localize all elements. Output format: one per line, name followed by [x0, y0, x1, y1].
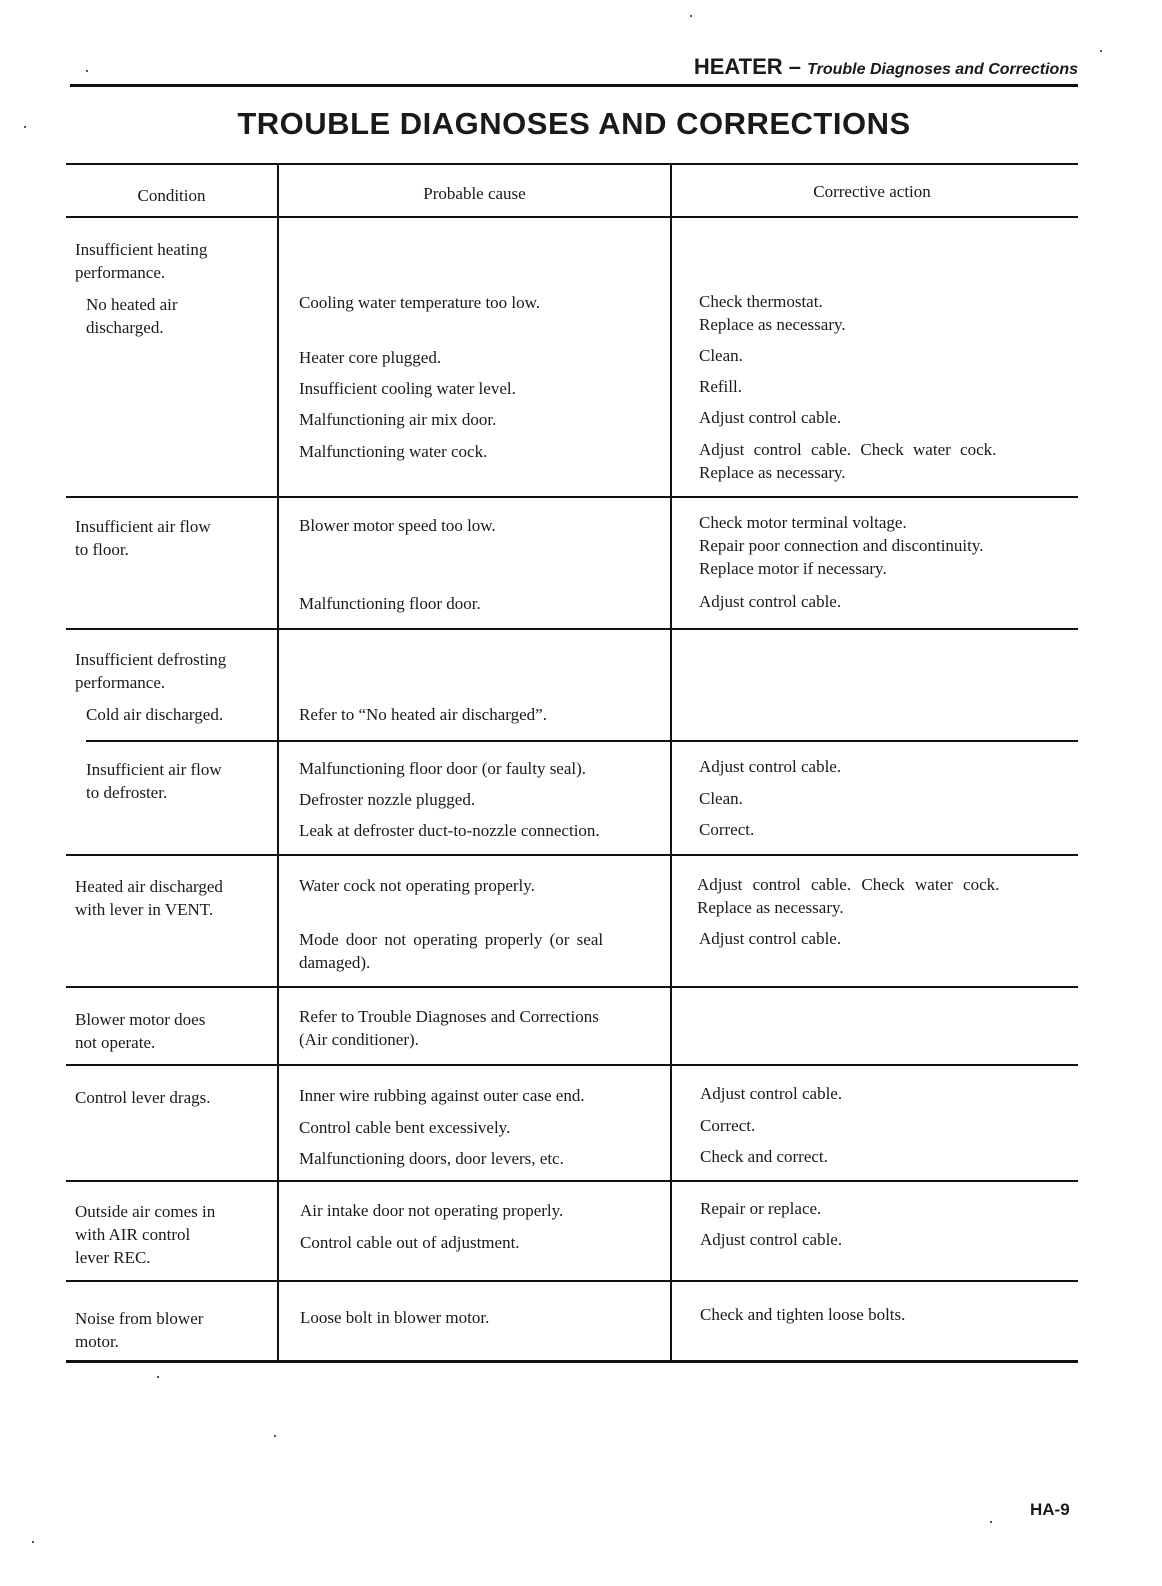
action-text: Adjust control cable. Check water cock. Replace as necessary. [699, 440, 997, 482]
row-divider [66, 1280, 1078, 1282]
scan-speck [1100, 50, 1102, 52]
column-divider [670, 165, 672, 1362]
cause-text: Control cable out of adjustment. [300, 1233, 520, 1252]
header-bottom-rule [66, 216, 1078, 218]
cause-text: Malfunctioning doors, door levers, etc. [299, 1149, 564, 1168]
cause-text: Malfunctioning floor door (or faulty seal). [299, 759, 587, 778]
scan-speck [274, 1435, 276, 1437]
condition-text: Insufficient air flow to floor. [75, 517, 211, 559]
cause-text: Inner wire rubbing against outer case end. [299, 1086, 585, 1105]
condition-text: Insufficient air flow to defroster. [86, 760, 222, 802]
action-text: Check thermostat. Replace as necessary. [699, 292, 846, 334]
column-header-condition: Condition [137, 186, 206, 205]
cause-text: Defroster nozzle plugged. [299, 790, 476, 809]
scan-speck [157, 1376, 159, 1378]
section-subtitle: Trouble Diagnoses and Corrections [807, 61, 1078, 78]
row-divider [66, 628, 1078, 630]
cause-text: Blower motor speed too low. [299, 516, 496, 535]
header-rule [70, 84, 1078, 87]
cause-text: Leak at defroster duct-to-nozzle connection. [299, 821, 600, 840]
column-header-action: Corrective action [813, 182, 931, 201]
action-text: Refill. [699, 377, 742, 396]
sub-condition-text: No heated air discharged. [86, 295, 178, 337]
cause-text: Cooling water temperature too low. [299, 293, 541, 312]
condition-text: Control lever drags. [75, 1088, 211, 1107]
cause-text: Mode door not operating properly (or seal damaged). [299, 930, 604, 972]
action-text: Correct. [700, 1116, 756, 1135]
action-text: Adjust control cable. [699, 592, 842, 611]
cause-text: Refer to “No heated air discharged”. [299, 705, 547, 724]
cause-text: Control cable bent excessively. [299, 1118, 511, 1137]
condition-text: Insufficient defrosting performance. [75, 650, 227, 692]
action-text: Correct. [699, 820, 755, 839]
condition-text: Heated air discharged with lever in VENT. [75, 877, 223, 919]
condition-text: Noise from blower motor. [75, 1309, 204, 1351]
action-text: Adjust control cable. [699, 757, 842, 776]
scan-speck [24, 126, 26, 128]
header-separator: – [782, 54, 808, 79]
section-header [600, 54, 1078, 80]
scan-speck [32, 1541, 34, 1543]
condition-text: Outside air comes in with AIR control lever REC. [75, 1202, 216, 1267]
scan-speck [86, 70, 88, 72]
cause-text: Refer to Trouble Diagnoses and Corrections (Air conditioner). [299, 1007, 599, 1049]
action-text: Clean. [699, 346, 743, 365]
action-text: Adjust control cable. [700, 1230, 843, 1249]
action-text: Repair or replace. [700, 1199, 822, 1218]
cause-text: Malfunctioning floor door. [299, 594, 481, 613]
condition-text: Insufficient heating performance. [75, 240, 208, 282]
action-text: Check and correct. [700, 1147, 828, 1166]
table-bottom-rule [66, 1360, 1078, 1363]
scan-speck [990, 1521, 992, 1523]
action-text: Adjust control cable. [699, 929, 842, 948]
cause-text: Water cock not operating properly. [299, 876, 535, 895]
cause-text: Insufficient cooling water level. [299, 379, 516, 398]
section-name: HEATER [693, 54, 783, 79]
cause-text: Malfunctioning air mix door. [299, 410, 497, 429]
row-divider [66, 986, 1078, 988]
action-text: Adjust control cable. [700, 1084, 843, 1103]
page-number: HA-9 [1030, 1500, 1070, 1519]
column-divider [277, 165, 279, 1362]
cause-text: Heater core plugged. [299, 348, 442, 367]
row-divider [86, 740, 1078, 742]
action-text: Check and tighten loose bolts. [700, 1305, 906, 1324]
page-title: TROUBLE DIAGNOSES AND CORRECTIONS [237, 106, 911, 141]
scan-speck [690, 15, 692, 17]
sub-condition-text: Cold air discharged. [86, 705, 224, 724]
action-text: Adjust control cable. [699, 408, 842, 427]
action-text: Adjust control cable. Check water cock. Replace as necessary. [697, 875, 1000, 917]
row-divider [66, 496, 1078, 498]
table-top-rule [66, 163, 1078, 165]
action-text: Check motor terminal voltage. Repair poor connection and discontinuity. Replace motor if necessary. [699, 513, 984, 578]
row-divider [66, 1180, 1078, 1182]
row-divider [66, 854, 1078, 856]
cause-text: Loose bolt in blower motor. [300, 1308, 490, 1327]
action-text: Clean. [699, 789, 743, 808]
cause-text: Air intake door not operating properly. [300, 1201, 564, 1220]
row-divider [66, 1064, 1078, 1066]
column-header-cause: Probable cause [423, 184, 526, 203]
cause-text: Malfunctioning water cock. [299, 442, 488, 461]
condition-text: Blower motor does not operate. [75, 1010, 206, 1052]
